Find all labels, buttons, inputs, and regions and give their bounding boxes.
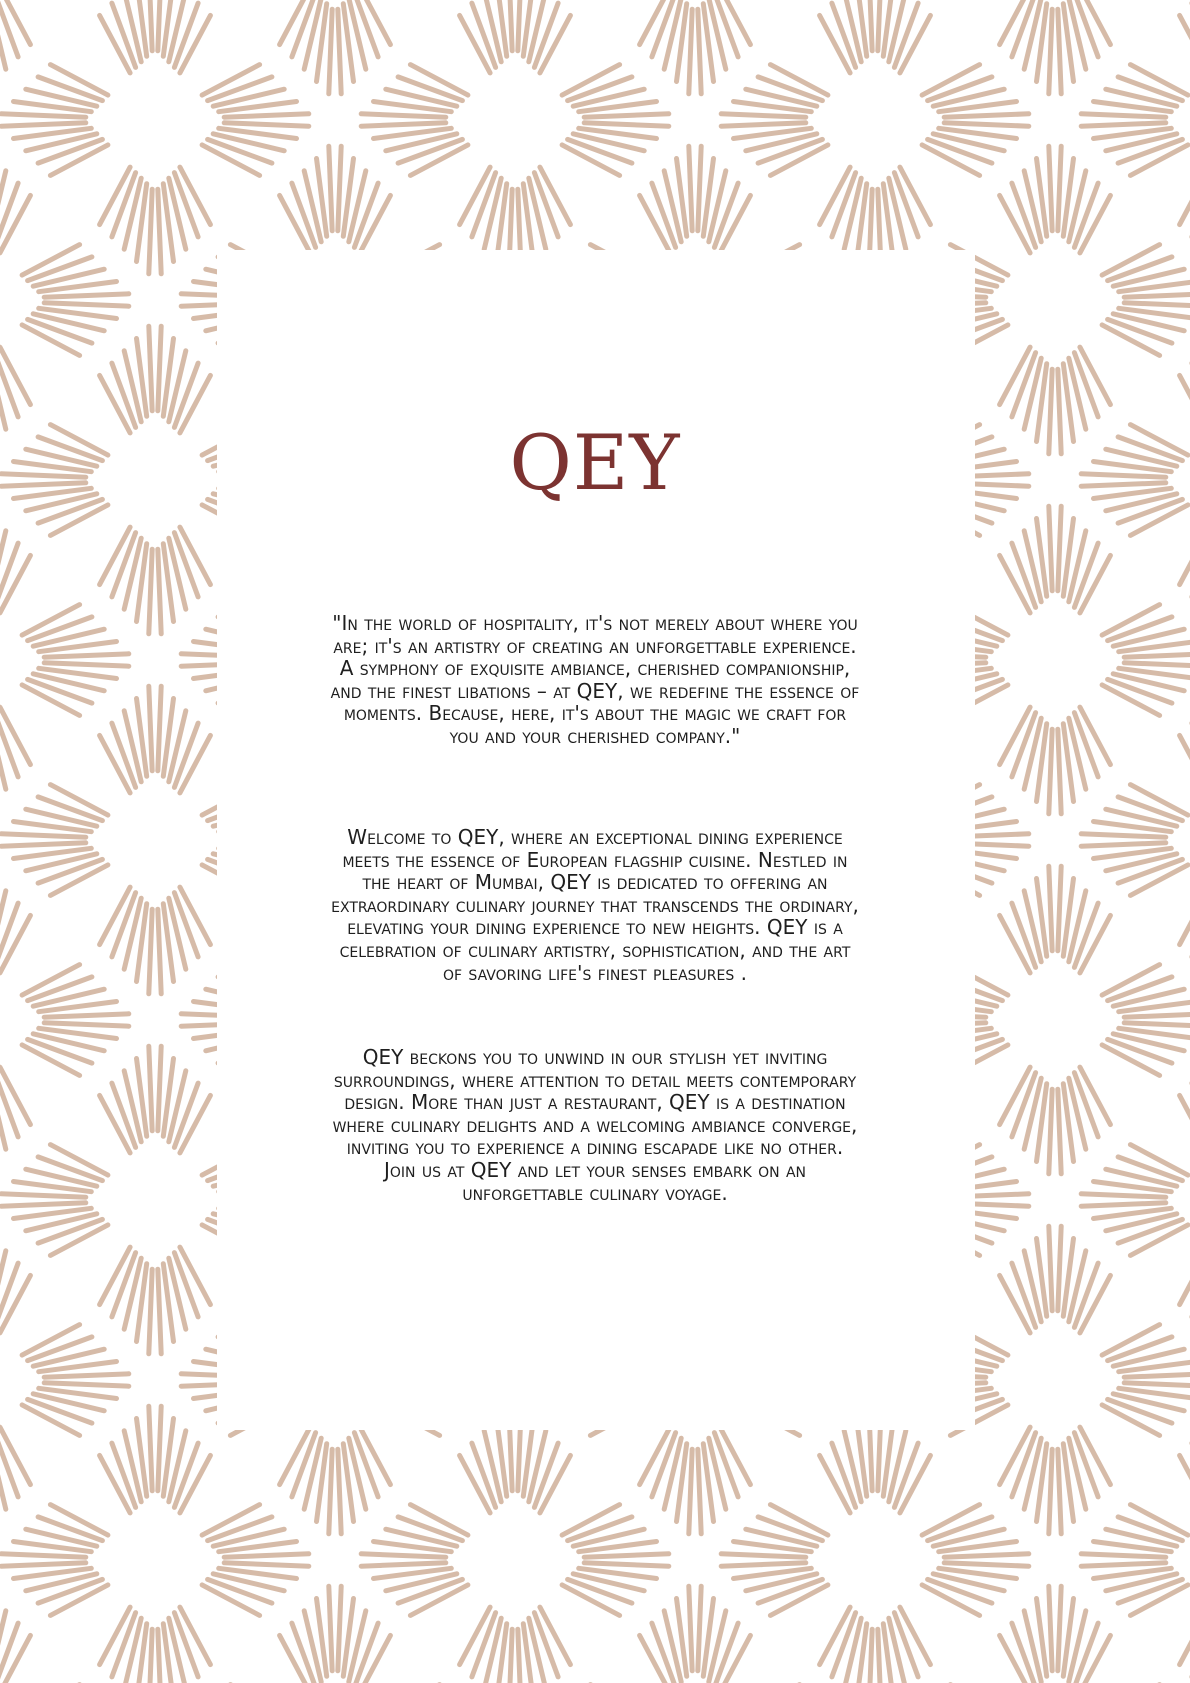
qey-logo: QEY — [509, 418, 681, 507]
welcome-paragraph: Welcome to QEY, where an exceptional dining experience meets the essence of European flagship cuisine. Nestled in the heart of Mumbai, QEY is dedicated to offering an extraordinary culinary journey that transcends the ordinary, elevating your dining experience to new heights. QEY is a celebration of culinary artistry, sophistication, and the art of savoring life's finest pleasures . — [331, 825, 859, 985]
beckon-paragraph: QEY beckons you to unwind in our stylish yet inviting surroundings, where attention to detail meets contemporary design. More than just a restaurant, QEY is a destination where culinary delights and a welcoming ambiance converge, inviting you to experience a dining escapade like no other. Join us at QEY and let your senses embark on an unforgettable culinary voyage. — [332, 1045, 858, 1205]
hospitality-quote: "In the world of hospitality, it's not merely about where you are; it's an artistry of creating an unforgettable experience. A symphony of exquisite ambiance, cherished companionship, and the finest libations – at QEY, we redefine the essence of moments. Because, here, it's about the magic we craft for you and your cherished company." — [330, 611, 860, 748]
